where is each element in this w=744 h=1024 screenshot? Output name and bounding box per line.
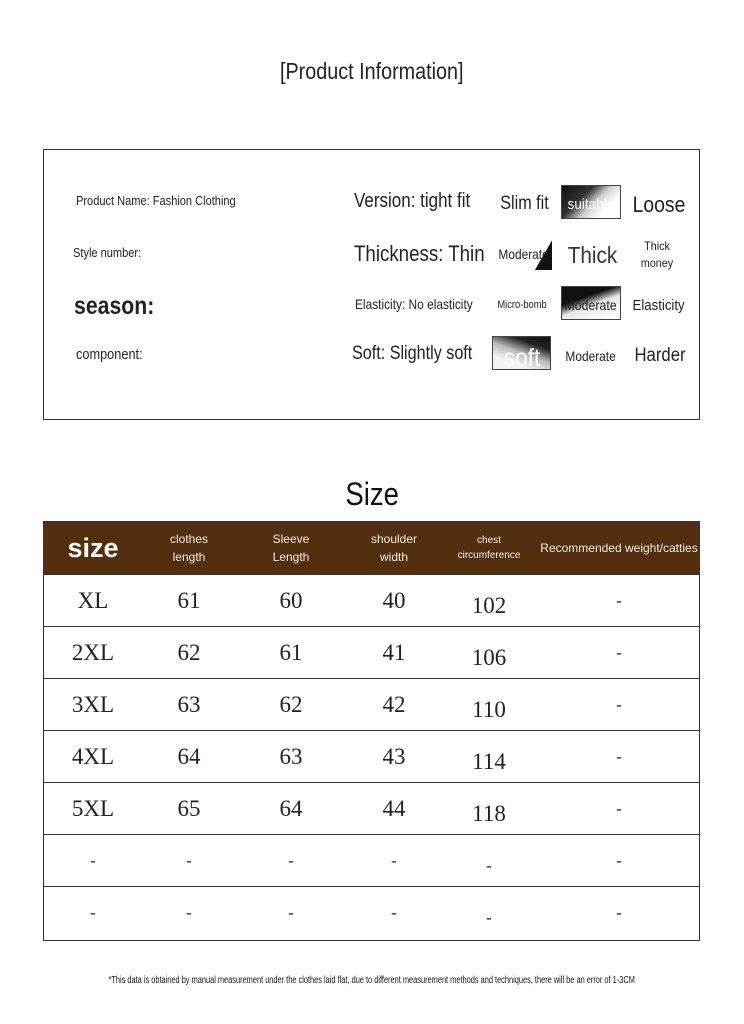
cell-size: - [90, 851, 96, 870]
cell-weight: - [616, 747, 622, 766]
cell-size: 3XL [71, 692, 115, 717]
cell-weight: - [616, 643, 622, 662]
page-title: [Product Information] [280, 58, 464, 84]
header-sleeve-length: Sleeve Length [272, 532, 310, 564]
cell-shoulder-width: - [391, 851, 397, 870]
table-row [44, 886, 699, 940]
version-label: Version: tight fit [354, 190, 471, 212]
header-size: size [67, 533, 119, 563]
cell-shoulder-width: 41 [382, 640, 406, 665]
cell-weight: - [616, 851, 622, 870]
cell-size: 4XL [71, 744, 115, 769]
cell-clothes-length: 62 [177, 640, 201, 665]
cell-weight: - [616, 799, 622, 818]
table-row [44, 678, 699, 730]
cell-chest: 102 [471, 593, 507, 618]
option-loose: Loose [632, 192, 686, 217]
option-elasticity: Elasticity [632, 297, 686, 314]
measurement-footnote: *This data is obtained by manual measurement under the clothes laid flat, due to different measurement methods and techniques, there will be an error of 1-3CM [108, 975, 636, 986]
product-info-box [43, 149, 700, 420]
cell-clothes-length: 65 [177, 796, 201, 821]
component-label: component: [76, 346, 143, 363]
cell-clothes-length: 63 [177, 692, 201, 717]
option-thick-money: Thick money [640, 239, 674, 270]
option-suitable: suitable [567, 196, 615, 213]
cell-shoulder-width: 42 [382, 692, 406, 717]
cell-chest: 118 [472, 801, 506, 826]
cell-shoulder-width: 44 [382, 796, 406, 821]
cell-chest: - [486, 908, 492, 927]
season-label: season: [74, 292, 155, 320]
thickness-label: Thickness: Thin [354, 241, 485, 266]
cell-sleeve-length: - [288, 903, 294, 922]
cell-size: 5XL [71, 796, 115, 821]
cell-size: XL [77, 588, 109, 613]
cell-clothes-length: - [186, 851, 192, 870]
header-shoulder-width: shoulder width [370, 532, 418, 564]
cell-weight: - [616, 903, 622, 922]
table-row [44, 626, 699, 678]
table-row [44, 730, 699, 782]
cell-chest: - [486, 856, 492, 875]
option-soft: soft [503, 344, 541, 372]
table-row [44, 574, 699, 626]
option-micro-bomb: Micro-bomb [497, 299, 547, 311]
table-row [44, 834, 699, 886]
cell-sleeve-length: 61 [279, 640, 303, 665]
table-header [44, 522, 699, 574]
style-number-label: Style number: [73, 245, 142, 260]
cell-shoulder-width: 43 [382, 744, 406, 769]
size-table [43, 521, 700, 941]
cell-sleeve-length: 60 [279, 588, 303, 613]
cell-sleeve-length: - [288, 851, 294, 870]
cell-sleeve-length: 63 [279, 744, 303, 769]
header-recommended-weight: Recommended weight/catties [540, 541, 698, 555]
cell-sleeve-length: 64 [279, 796, 303, 821]
option-moderate-thickness: Moderate [498, 246, 550, 262]
cell-clothes-length: 64 [177, 744, 201, 769]
option-moderate-softness: Moderate [565, 348, 617, 364]
header-clothes-length: clothes length [169, 532, 209, 564]
cell-chest: 114 [472, 749, 506, 774]
size-section-title: Size [345, 476, 399, 512]
cell-chest: 106 [471, 645, 507, 670]
header-chest-circumference: chest circumference [457, 535, 521, 561]
cell-clothes-length: - [186, 903, 192, 922]
cell-shoulder-width: - [391, 903, 397, 922]
cell-sleeve-length: 62 [279, 692, 303, 717]
cell-weight: - [616, 591, 622, 610]
option-slim-fit: Slim fit [499, 193, 549, 214]
option-harder: Harder [634, 345, 686, 366]
cell-size: 2XL [71, 640, 115, 665]
table-row [44, 782, 699, 834]
cell-size: - [90, 903, 96, 922]
cell-shoulder-width: 40 [382, 588, 406, 613]
elasticity-label: Elasticity: No elasticity [355, 296, 473, 312]
soft-label: Soft: Slightly soft [352, 343, 473, 364]
product-name-label: Product Name: Fashion Clothing [76, 193, 236, 208]
cell-chest: 110 [472, 697, 506, 722]
option-thick: Thick [567, 242, 617, 268]
option-moderate-elasticity: Moderate [564, 297, 618, 313]
cell-clothes-length: 61 [177, 588, 201, 613]
cell-weight: - [616, 695, 622, 714]
